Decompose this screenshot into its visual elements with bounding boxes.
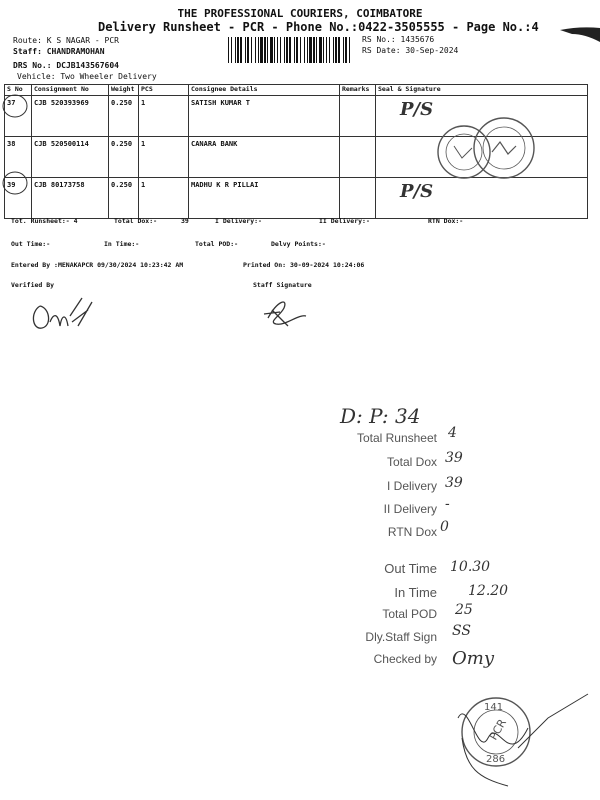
column-header: Weight [109,85,139,96]
verifier-signature [26,292,116,342]
column-header: Consignment No [32,85,109,96]
remarks-cell [340,96,376,137]
stamp-value: 39 [445,475,463,491]
sno-cell: 38 [5,137,32,178]
barcode-image [228,37,352,63]
stamp-value: 25 [455,602,473,618]
printed-on: Printed On: 30-09-2024 10:24:06 [243,261,365,269]
stamp-label: Total POD [382,607,437,621]
i-delivery: I Delivery:- [215,217,262,225]
seal-text: 141 [484,702,504,713]
stamp-label: Out Time [384,561,437,576]
scan-smudge [560,20,600,44]
remarks-cell [340,178,376,219]
pcr-round-seal [448,688,598,793]
stamp-value: 12.20 [468,583,509,599]
consignee-cell: CANARA BANK [189,137,340,178]
verified-by-label: Verified By [11,281,55,289]
weight-cell: 0.250 [109,178,139,219]
out-time: Out Time:- [11,240,51,248]
in-time: In Time:- [104,240,140,248]
sno-cell: 39 [5,178,32,219]
consignee-cell: SATISH KUMAR T [189,96,340,137]
handwritten-signature: P/S [400,181,434,202]
consignment-cell: CJB 520393969 [32,96,109,137]
column-header: S No [5,85,32,96]
total-dox-value: 39 [181,217,189,225]
stamp-value: 4 [448,425,457,441]
sno-cell: 37 [5,96,32,137]
stamp-label: Total Dox [386,455,437,469]
company-title: THE PROFESSIONAL COURIERS, COIMBATORE [177,7,423,20]
staff-signature-label: Staff Signature [253,281,312,289]
bank-round-seal [432,112,542,192]
vehicle-text: Vehicle: Two Wheeler Delivery [17,72,157,81]
stamp-label: RTN Dox [387,525,437,539]
column-header: Remarks [340,85,376,96]
pcs-cell: 1 [139,96,189,137]
stamp-value: 10.30 [450,559,491,575]
ii-delivery: II Delivery:- [319,217,370,225]
checker-signature: Omy [452,648,494,669]
stamp-label: II Delivery [383,502,437,516]
stamp-label: I Delivery [386,479,437,493]
staff-text: Staff: CHANDRAMOHAN [13,47,105,56]
rs-number: RS No.: 1435676 [362,35,435,44]
seal-text: 286 [486,754,506,765]
runsheet-subtitle: Delivery Runsheet - PCR - Phone No.:0422-3505555 - Page No.:4 [98,20,539,34]
rtn-dox: RTN Dox:- [428,217,464,225]
pcs-cell: 1 [139,137,189,178]
seal-text: PCR [486,716,510,743]
drs-number: DRS No.: DCJB143567604 [13,61,119,70]
stamp-heading: D: P: 34 [340,404,421,428]
route-text: Route: K S NAGAR - PCR [13,36,119,45]
delvy-points: Delvy Points:- [271,240,326,248]
tot-runsheet: Tot. Runsheet:- 4 [11,217,78,225]
column-header: Seal & Signature [376,85,588,96]
column-header: Consignee Details [189,85,340,96]
total-dox-label: Total Dox:- [114,217,158,225]
pcs-cell: 1 [139,178,189,219]
weight-cell: 0.250 [109,96,139,137]
stamp-value: 0 [440,519,449,535]
column-header: PCS [139,85,189,96]
stamp-label: Checked by [373,652,437,666]
entered-by: Entered By :MENAKAPCR 09/30/2024 10:23:42 AM [11,261,184,269]
total-pod: Total POD:- [195,240,239,248]
consignment-cell: CJB 520500114 [32,137,109,178]
weight-cell: 0.250 [109,137,139,178]
stamp-value: 39 [445,450,463,466]
table-header-row [5,85,588,96]
stamp-value: SS [452,623,471,639]
hand-circle-marks [0,90,40,200]
staff-signature [258,292,328,332]
stamp-label: Dly.Staff Sign [365,630,437,644]
handwritten-signature: P/S [400,99,434,120]
stamp-label: Total Runsheet [356,431,437,445]
stamp-label: In Time [394,585,437,600]
remarks-cell [340,137,376,178]
consignee-cell: MADHU K R PILLAI [189,178,340,219]
stamp-value: - [445,496,450,512]
rs-date: RS Date: 30-Sep-2024 [362,46,459,55]
consignment-cell: CJB 80173758 [32,178,109,219]
